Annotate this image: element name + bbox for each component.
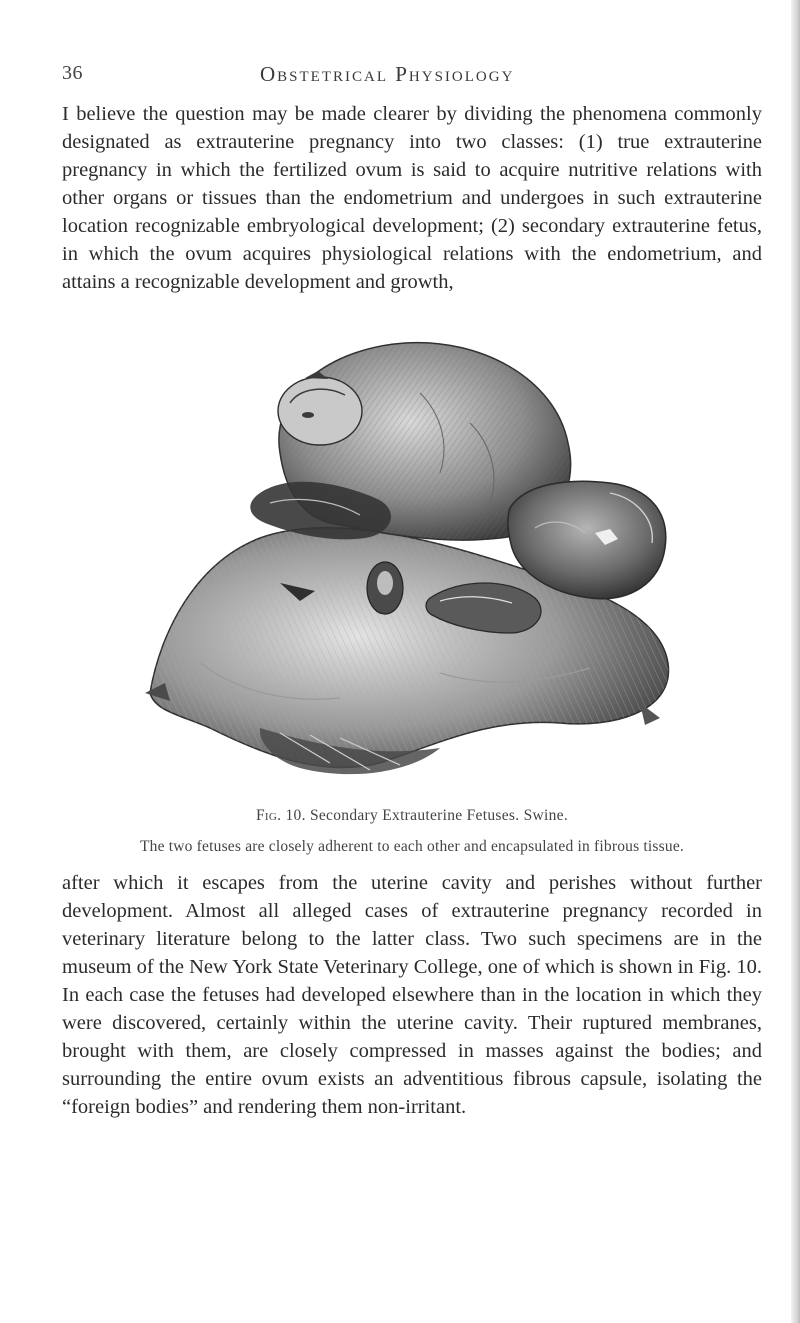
running-head-title: Obstetrical Physiology — [260, 62, 515, 86]
fetuses-drawing — [140, 333, 680, 783]
figure-note: The two fetuses are closely adherent to each other and encapsulated in fibrous tissue. — [139, 838, 684, 855]
figure-caption-text: Secondary Extrauterine Fetuses. Swine. — [309, 807, 568, 824]
page-edge — [791, 0, 800, 1323]
body-paragraph-2: after which it escapes from the uterine cavity and perishes without further development. Almost all alleged cases of extrauterine pregnancy recorded in veterinary literature belong to the latter class. Two such specimens are in the museum of the New York State Veterinary College, one of which is shown in Fig. 10. In each case the fetuses had developed elsewhere than in the location in which they were discovered, certainly within the uterine cavity. Their ruptured membranes, brought with them, are closely compressed in masses against the bodies; and surrounding the entire ovum exists an adventitious fibrous capsule, isolating the “foreign bodies” and rendering them non-irritant. — [62, 872, 762, 1118]
running-head — [62, 62, 762, 92]
figure-label: Fig. 10. — [256, 807, 306, 824]
body-paragraph-1: I believe the question may be made clearer by dividing the phenomena commonly designated as extrauterine pregnancy into two classes: (1) true extrauterine pregnancy in which the fertilized ovum is said to acquire nutritive relations with other organs or tissues than the endometrium and undergoes in such extrauterine location recognizable embryological development; (2) secondary extrauterine fetus, in which the ovum acquires physiological relations with the endometrium, and attains a recognizable development and growth, — [62, 103, 762, 293]
figure-illustration — [140, 333, 680, 783]
page-number: 36 — [62, 62, 83, 84]
figure-caption — [62, 807, 762, 825]
